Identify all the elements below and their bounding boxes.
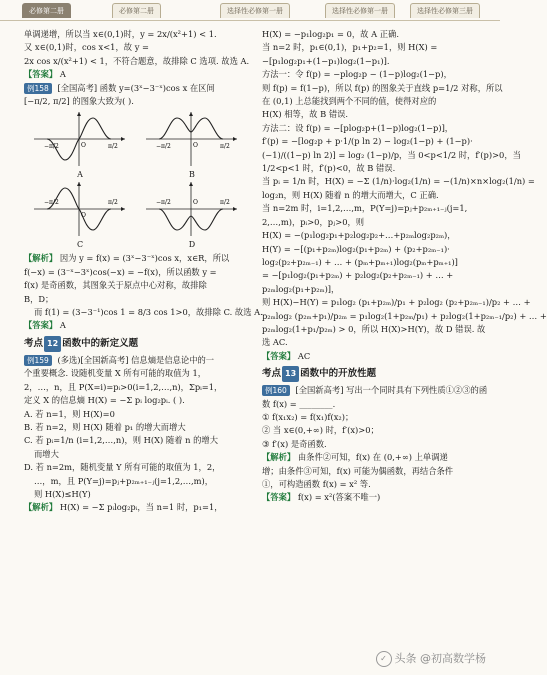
solution-tag: 【解析】 bbox=[262, 452, 296, 463]
section-number: 12 bbox=[44, 336, 61, 352]
text-line: 则 H(X)≤H(Y) bbox=[34, 488, 91, 499]
text-line: p₂ₘlog₂(1+p₁/p₂ₘ) > 0，所以 H(X)>H(Y)，故 D 错误. 故 bbox=[262, 323, 486, 334]
text-line: 个重要概念. 设随机变量 X 所有可能的取值为 1， bbox=[24, 368, 207, 379]
condition-1: ① f(x₁x₂) = f(x₁)f(x₂)； bbox=[262, 411, 354, 422]
text-line: 当 pᵢ = 1/n 时，H(X) = −Σ (1/n)·log₂(1/n) = −(1/n)×n×log₂(1/n) = bbox=[262, 176, 535, 187]
svg-text:π/2: π/2 bbox=[220, 199, 230, 207]
svg-text:−π/2: −π/2 bbox=[156, 143, 171, 151]
svg-text:O: O bbox=[81, 212, 86, 220]
text-line: …，m，且 P(Y=j)=pⱼ+p₂ₘ₊₁₋ⱼ(j=1,2,…,m)， bbox=[34, 475, 214, 486]
text-line: 数 f(x) = ________. bbox=[262, 398, 336, 409]
svg-text:−π/2: −π/2 bbox=[44, 199, 59, 207]
svg-text:O: O bbox=[81, 142, 86, 150]
answer-line bbox=[24, 319, 250, 332]
right-column bbox=[262, 28, 547, 505]
section-number: 13 bbox=[282, 366, 299, 382]
example-tag: 例160 bbox=[262, 385, 290, 396]
answer-value: A bbox=[59, 69, 66, 80]
section-heading-13 bbox=[262, 366, 488, 382]
text-line: H(Y) = −[(p₁+p₂ₘ)log₂(p₁+p₂ₘ) + (p₂+p₂ₘ₋₁)· bbox=[262, 243, 450, 254]
graph-d bbox=[144, 180, 239, 238]
text-line: 定义 X 的信息熵 H(X) = −Σ pᵢ log₂pᵢ. ( ). bbox=[24, 395, 185, 406]
graph-label: B bbox=[189, 170, 195, 180]
answer-tag: 【答案】 bbox=[262, 350, 296, 361]
svg-text:π/2: π/2 bbox=[220, 143, 230, 151]
text-line: f(−x) = (3⁻ˣ−3ˣ)cos(−x) = −f(x)，所以函数 y = bbox=[24, 266, 217, 277]
watermark-text: 头条 @初高数学杨 bbox=[394, 652, 486, 665]
text-line: 方法二：设 f(p) = −[plog₂p+(1−p)log₂(1−p)]， bbox=[262, 122, 454, 133]
tab-book-4[interactable]: 选择性必修第一册 bbox=[325, 3, 395, 18]
tab-book-2[interactable]: 必修第二册 bbox=[112, 3, 161, 18]
text-line: B，D； bbox=[24, 293, 54, 304]
text-line: [全国新高考] 写出一个同时具有下列性质①②③的函 bbox=[295, 385, 488, 396]
text-line: 因为 y = f(x) = (3ˣ−3⁻ˣ)cos x，x∈R，所以 bbox=[59, 253, 230, 264]
tab-book-5[interactable]: 选择性必修第三册 bbox=[410, 3, 480, 18]
svg-text:O: O bbox=[193, 199, 198, 207]
tab-book-3[interactable]: 选择性必修第一册 bbox=[220, 3, 290, 18]
option-a: A. 若 n=1，则 H(X)=0 bbox=[24, 408, 115, 419]
graph-label: C bbox=[76, 240, 84, 250]
solution-tag: 【解析】 bbox=[24, 253, 58, 264]
svg-text:−π/2: −π/2 bbox=[156, 199, 171, 207]
text-line: 2，…，n，且 P(X=i)=pᵢ>0(i=1,2,…,n)，Σpᵢ=1， bbox=[24, 381, 223, 392]
header-tabs bbox=[0, 0, 500, 21]
section-title: 函数中的开放性题 bbox=[300, 368, 377, 380]
text-line: [全国高考] 函数 y=(3ˣ−3⁻ˣ)cos x 在区间 bbox=[57, 82, 215, 93]
answer-line bbox=[262, 491, 488, 504]
svg-text:−π/2: −π/2 bbox=[44, 143, 59, 151]
text-line: f(x) 是奇函数，其图象关于原点中心对称，故排除 bbox=[24, 280, 207, 291]
text-line: f′(p) = −[log₂p + p·1/(p ln 2) − log₂(1−p) + (1−p)· bbox=[262, 136, 473, 147]
text-line: 在 (0,1) 上总能找到两个不同的值，使得对应的 bbox=[262, 96, 437, 107]
example-159 bbox=[24, 354, 250, 367]
answer-line bbox=[24, 68, 250, 81]
text-line: H(X) = −(p₁log₂p₁+p₂log₂p₂+…+p₂ₘlog₂p₂ₘ)， bbox=[262, 230, 456, 241]
text-line: H(X) 相等，故 B 错误. bbox=[262, 109, 349, 120]
text-line: 方法一：令 f(p) = −plog₂p − (1−p)log₂(1−p)， bbox=[262, 69, 452, 80]
solution-tag: 【解析】 bbox=[24, 502, 58, 513]
text-line: 2x cos x/(x²+1) < 1，不符合题意，故排除 C 选项. 故选 A. bbox=[24, 55, 250, 66]
graph-b bbox=[144, 110, 239, 168]
text-line: 当 n=2 时，p₁∈(0,1)，p₁+p₂=1，则 H(X) = bbox=[262, 42, 438, 53]
example-tag: 例159 bbox=[24, 355, 52, 366]
example-160 bbox=[262, 384, 488, 397]
text-line: 2,…,m)，pᵢ>0，pⱼ>0，则 bbox=[262, 216, 365, 227]
text-line: log₂(p₂+p₂ₘ₋₁) + … + (pₘ+pₘ₊₁)log₂(pₘ+pₘ₊₁)] bbox=[262, 256, 458, 267]
answer-line bbox=[262, 350, 488, 363]
condition-2: ② 当 x∈(0,+∞) 时，f′(x)>0； bbox=[262, 425, 379, 436]
text-line: 由条件②可知，f(x) 在 (0,+∞) 上单调递 bbox=[297, 452, 448, 463]
text-line: −[p₁log₂p₁+(1−p₁)log₂(1−p₁)]. bbox=[262, 55, 390, 66]
graph-a bbox=[32, 110, 127, 168]
answer-tag: 【答案】 bbox=[262, 492, 296, 503]
section-title: 函数中的新定义题 bbox=[62, 337, 139, 349]
option-d: D. 若 n=2m，随机变量 Y 所有可能的取值为 1，2， bbox=[24, 462, 221, 473]
text-line: [−π/2, π/2] 的图象大致为( ). bbox=[24, 96, 134, 107]
text-line: (−1)/((1−p) ln 2)] = log₂ (1−p)/p，当 0<p<1/2 时，f′(p)>0，当 bbox=[262, 149, 521, 160]
graph-c bbox=[32, 180, 127, 238]
text-line: p₂ₘlog₂(p₁+p₂ₘ)]， bbox=[262, 283, 340, 294]
example-tag: 例158 bbox=[24, 83, 52, 94]
text-line: 又 x∈(0,1)时，cos x<1，故 y = bbox=[24, 42, 149, 53]
text-line: 单调递增，所以当 x∈(0,1)时，y = 2x/(x²+1) < 1. bbox=[24, 29, 217, 39]
solution-160 bbox=[262, 451, 488, 464]
section-prefix: 考点 bbox=[262, 368, 282, 380]
option-b: B. 若 n=2，则 H(X) 随着 p₁ 的增大而增大 bbox=[24, 421, 186, 432]
answer-graphs bbox=[24, 110, 250, 250]
toutiao-logo-icon: ✓ bbox=[376, 651, 392, 667]
text-line: 则 f(p) = f(1−p)，所以 f(p) 的图象关于直线 p=1/2 对称，所以 bbox=[262, 82, 503, 93]
svg-text:O: O bbox=[193, 142, 198, 150]
text-line: H(X) = −Σ pᵢlog₂pᵢ，当 n=1 时，p₁=1， bbox=[59, 502, 223, 513]
answer-value: f(x) = x²(答案不唯一) bbox=[297, 492, 381, 503]
text-line: 而 f(1) = (3−3⁻¹)cos 1 = 8/3 cos 1>0，故排除 C. 故选 A. bbox=[34, 307, 263, 318]
section-heading-12 bbox=[24, 336, 250, 352]
text-line: H(X) = −p₁log₂p₁ = 0，故 A 正确. bbox=[262, 29, 399, 39]
graph-label: A bbox=[77, 170, 83, 180]
text-line: ①，可构造函数 f(x) = x² 等. bbox=[262, 479, 371, 489]
condition-3: ③ f′(x) 是奇函数. bbox=[262, 438, 327, 449]
text-line: 则 H(X)−H(Y) = p₁log₂ (p₁+p₂ₘ)/p₁ + p₂log₂ (p₂+p₂ₘ₋₁)/p₂ + … + bbox=[262, 297, 531, 308]
answer-value: AC bbox=[297, 350, 311, 361]
text-line: = −[p₁log₂(p₁+p₂ₘ) + p₂log₂(p₂+p₂ₘ₋₁) + … + bbox=[262, 270, 454, 281]
text-line: log₂n，则 H(X) 随着 n 的增大而增大，C 正确. bbox=[262, 189, 439, 200]
example-158 bbox=[24, 82, 250, 95]
section-prefix: 考点 bbox=[24, 337, 44, 349]
option-c: C. 若 pᵢ=1/n (i=1,2,…,n)，则 H(X) 随着 n 的增大 bbox=[24, 435, 219, 446]
tab-book-1[interactable]: 必修第二册 bbox=[22, 3, 71, 18]
text-line: 增；由条件③可知，f(x) 可能为偶函数，再结合条件 bbox=[262, 465, 454, 476]
answer-tag: 【答案】 bbox=[24, 320, 58, 331]
graph-label: D bbox=[188, 240, 196, 250]
svg-text:π/2: π/2 bbox=[108, 199, 118, 207]
text-line: (多选)[全国新高考] 信息熵是信息论中的一 bbox=[57, 354, 215, 365]
text-line: 选 AC. bbox=[262, 337, 288, 348]
svg-text:π/2: π/2 bbox=[108, 143, 118, 151]
text-line: p₂ₘlog₂ (p₂ₘ+p₁)/p₂ₘ = p₁log₂(1+p₂ₘ/p₁) + p₂log₂(1+p₂ₘ₋₁/p₂) + … + bbox=[262, 310, 547, 321]
solution-159 bbox=[24, 501, 250, 514]
text-line: 1/2<p<1 时，f′(p)<0，故 B 错误. bbox=[262, 163, 396, 174]
answer-tag: 【答案】 bbox=[24, 69, 58, 80]
answer-value: A bbox=[59, 320, 66, 331]
watermark bbox=[376, 650, 487, 667]
text-line: 当 n=2m 时，i=1,2,…,m，P(Y=j)=pⱼ+p₂ₘ₊₁₋ⱼ(j=1, bbox=[262, 203, 468, 214]
left-column bbox=[24, 28, 263, 515]
text-line: 而增大 bbox=[34, 448, 59, 459]
solution-158 bbox=[24, 252, 250, 265]
